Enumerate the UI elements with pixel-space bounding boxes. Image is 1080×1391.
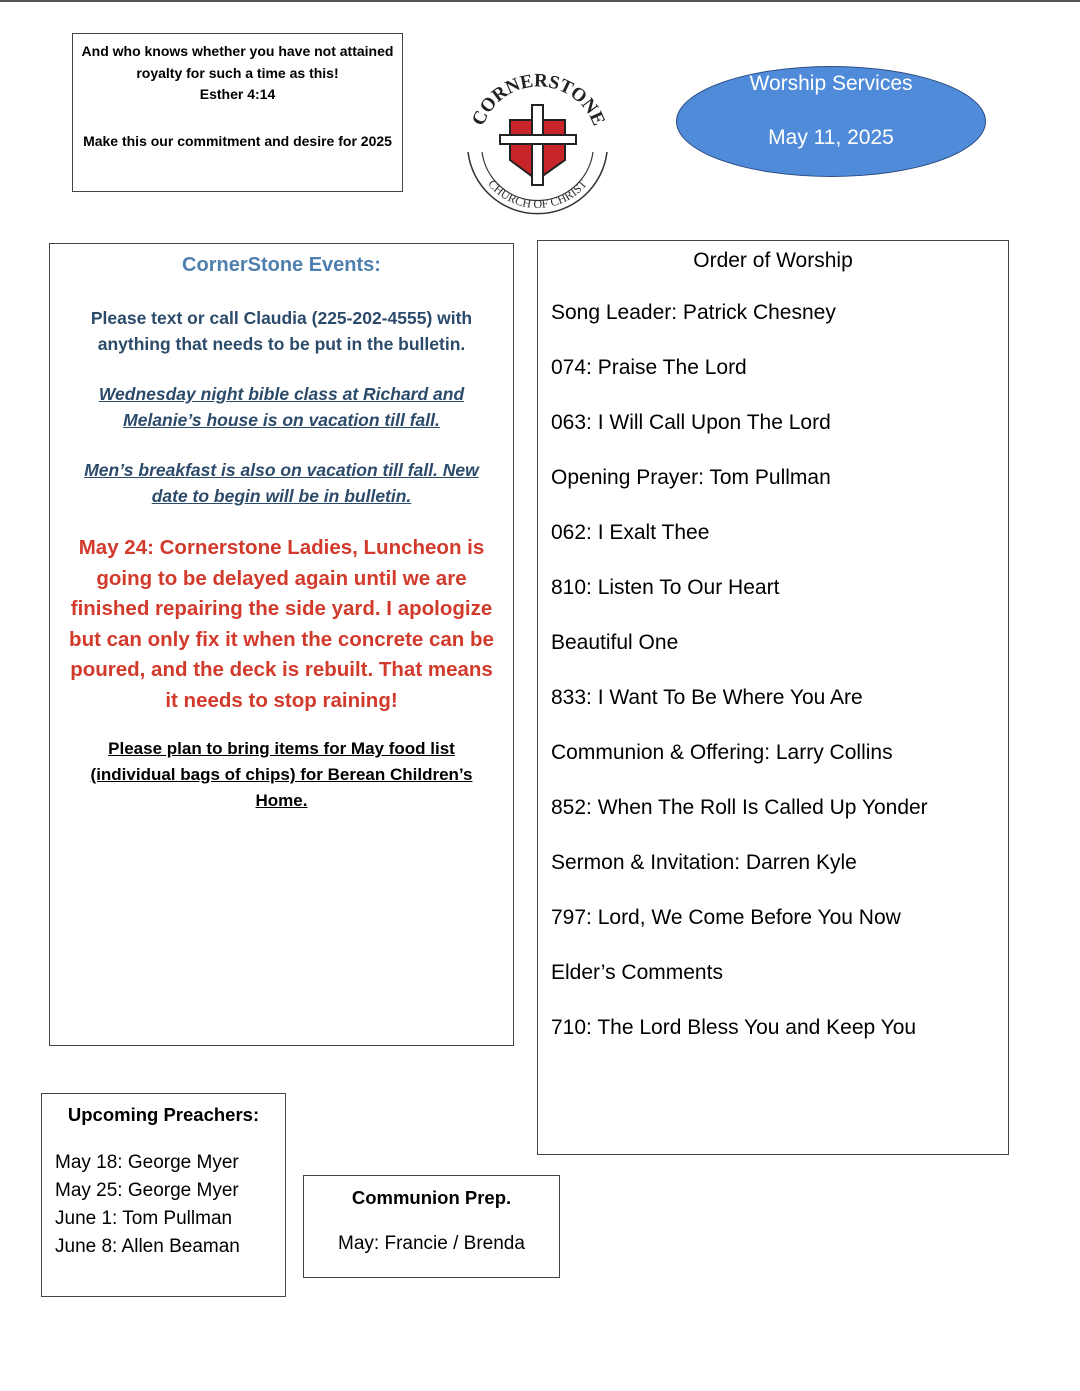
preacher-entry: May 18: George Myer: [55, 1152, 239, 1173]
preacher-entry: May 25: George Myer: [55, 1180, 239, 1201]
order-item: Sermon & Invitation: Darren Kyle: [551, 851, 857, 874]
communion-title: Communion Prep.: [351, 1187, 512, 1208]
communion-assignment: May: Francie / Brenda: [338, 1233, 525, 1254]
order-item: 833: I Want To Be Where You Are: [551, 686, 863, 709]
order-item: 063: I Will Call Upon The Lord: [551, 411, 831, 434]
order-item: 074: Praise The Lord: [551, 356, 747, 379]
order-of-worship-box: [537, 240, 1009, 1155]
bible-class-notice: Wednesday night bible class at Richard and Melanie’s house is on vacation till fall.: [98, 384, 465, 430]
quote-reference: Esther 4:14: [199, 86, 276, 102]
cornerstone-logo: [460, 60, 615, 215]
order-item: 810: Listen To Our Heart: [551, 576, 780, 599]
svg-text:CHURCH OF CHRIST: CHURCH OF CHRIST: [485, 176, 590, 212]
order-item: Elder’s Comments: [551, 961, 723, 984]
order-item: Communion & Offering: Larry Collins: [551, 741, 893, 764]
order-item: Opening Prayer: Tom Pullman: [551, 466, 831, 489]
order-item: 062: I Exalt Thee: [551, 521, 710, 544]
svg-text:CORNERSTONE: CORNERSTONE: [467, 70, 610, 129]
order-title: Order of Worship: [693, 249, 853, 272]
worship-services-header: [676, 66, 986, 177]
header-title: Worship Services: [749, 72, 913, 95]
food-list-notice: Please plan to bring items for May food list (individual bags of chips) for Berean Children’s Home.: [90, 739, 473, 810]
events-box: [49, 243, 514, 1046]
preacher-entry: June 1: Tom Pullman: [55, 1208, 233, 1229]
commitment-text: Make this our commitment and desire for 2025: [83, 132, 392, 149]
communion-prep-box: [303, 1175, 560, 1278]
top-border: [0, 0, 1080, 2]
preacher-entry: June 8: Allen Beaman: [55, 1236, 240, 1257]
events-contact-info: Please text or call Claudia (225-202-4555) with anything that needs to be put in the bulletin.: [90, 308, 473, 354]
quote-text: And who knows whether you have not attained royalty for such a time as this!: [81, 43, 394, 81]
order-item: 710: The Lord Bless You and Keep You: [551, 1016, 917, 1039]
order-item: Song Leader: Patrick Chesney: [551, 301, 836, 324]
order-item: 797: Lord, We Come Before You Now: [551, 906, 901, 929]
events-title: CornerStone Events:: [182, 254, 381, 276]
order-item: Beautiful One: [551, 631, 679, 654]
preachers-title: Upcoming Preachers:: [67, 1104, 260, 1125]
order-item: 852: When The Roll Is Called Up Yonder: [551, 796, 928, 819]
header-date: May 11, 2025: [768, 126, 894, 149]
ladies-luncheon-alert: May 24: Cornerstone Ladies, Luncheon is going to be delayed again until we are finished repairing the side yard. I apologize but can only fix it when the concrete can be poured, and the deck is rebuilt. That means it needs to stop raining!: [69, 536, 494, 712]
scripture-quote-box: [72, 33, 403, 192]
mens-breakfast-notice: Men’s breakfast is also on vacation till fall. New date to begin will be in bulletin.: [84, 460, 479, 506]
upcoming-preachers-box: [41, 1093, 286, 1297]
